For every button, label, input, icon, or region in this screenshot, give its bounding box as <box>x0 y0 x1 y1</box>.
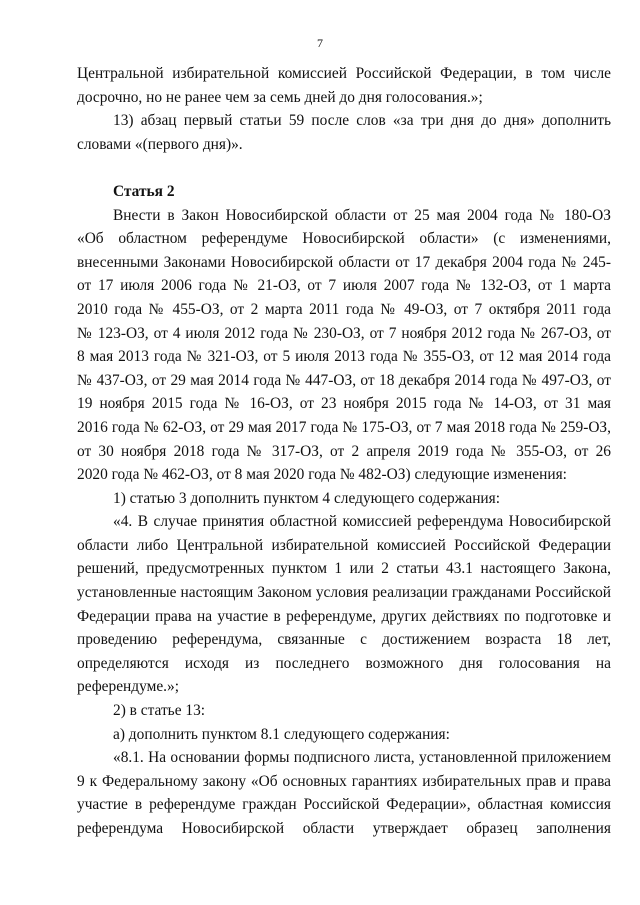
text-line: «4. В случае принятия областной комиссией референдума Новосибирской <box>113 513 611 531</box>
text-line: а) дополнить пунктом 8.1 следующего содержания: <box>113 725 450 743</box>
text-line: референдуме.»; <box>77 678 179 696</box>
text-line: от 17 июля 2006 года № 21-ОЗ, от 7 июля 2007 года № 132-ОЗ, от 1 марта <box>77 277 611 295</box>
text-line: решений, предусмотренных пунктом 1 или 2 статьи 43.1 настоящего Закона, <box>77 560 611 578</box>
blank-line <box>77 156 611 180</box>
text-line: 2020 года № 462-ОЗ, от 8 мая 2020 года № 482-ОЗ) следующие изменения: <box>77 466 567 484</box>
page-number: 7 <box>317 36 323 50</box>
text-line: 9 к Федеральному закону «Об основных гарантиях избирательных прав и права <box>77 772 611 790</box>
document-body <box>77 62 611 841</box>
text-line: «8.1. На основании формы подписного листа, установленной приложением <box>113 749 611 767</box>
text-line: установленные настоящим Законом условия реализации гражданами Российской <box>77 584 611 602</box>
text-line: определяются исходя из последнего возможного дня голосования на <box>77 654 611 672</box>
text-line: 1) статью 3 дополнить пунктом 4 следующего содержания: <box>113 489 501 507</box>
text-line: Федерации права на участие в референдуме, других действиях по подготовке и <box>77 607 611 625</box>
text-line: Внести в Закон Новосибирской области от 25 мая 2004 года № 180-ОЗ <box>113 206 611 224</box>
text-line: 13) абзац первый статьи 59 после слов «за три дня до дня» дополнить <box>113 112 611 130</box>
text-line: словами «(первого дня)». <box>77 135 243 153</box>
text-line: Центральной избирательной комиссией Российской Федерации, в том числе <box>77 65 611 82</box>
article-heading: Статья 2 <box>113 182 175 200</box>
text-line: референдума Новосибирской области утверждает образец заполнения <box>77 820 611 837</box>
text-line: 8 мая 2013 года № 321-ОЗ, от 5 июля 2013 года № 355-ОЗ, от 12 мая 2014 года <box>77 348 611 366</box>
text-line: «Об областном референдуме Новосибирской области» (с изменениями, <box>77 230 611 248</box>
text-line: № 123-ОЗ, от 4 июля 2012 года № 230-ОЗ, от 7 ноября 2012 года № 267-ОЗ, от <box>77 324 611 342</box>
text-line: № 437-ОЗ, от 29 мая 2014 года № 447-ОЗ, от 18 декабря 2014 года № 497-ОЗ, от <box>77 371 611 389</box>
text-line: области либо Центральной избирательной комиссией Российской Федерации <box>77 536 611 554</box>
text-line: участие в референдуме граждан Российской Федерации», областная комиссия <box>77 796 611 814</box>
text-line: 2) в статье 13: <box>113 702 206 720</box>
text-line: 2010 года № 455-ОЗ, от 2 марта 2011 года № 49-ОЗ, от 7 октября 2011 года <box>77 300 611 318</box>
text-line: внесенными Законами Новосибирской области от 17 декабря 2004 года № 245- <box>77 253 611 271</box>
text-line: досрочно, но не ранее чем за семь дней до дня голосования.»; <box>77 88 483 106</box>
text-line: 19 ноября 2015 года № 16-ОЗ, от 23 ноября 2015 года № 14-ОЗ, от 31 мая <box>77 395 611 413</box>
text-line: проведению референдума, связанные с достижением возраста 18 лет, <box>77 631 611 649</box>
text-line: от 30 ноября 2018 года № 317-ОЗ, от 2 апреля 2019 года № 355-ОЗ, от 26 <box>77 442 611 460</box>
text-line: 2016 года № 62-ОЗ, от 29 мая 2017 года № 175-ОЗ, от 7 мая 2018 года № 259-ОЗ, <box>77 418 611 436</box>
